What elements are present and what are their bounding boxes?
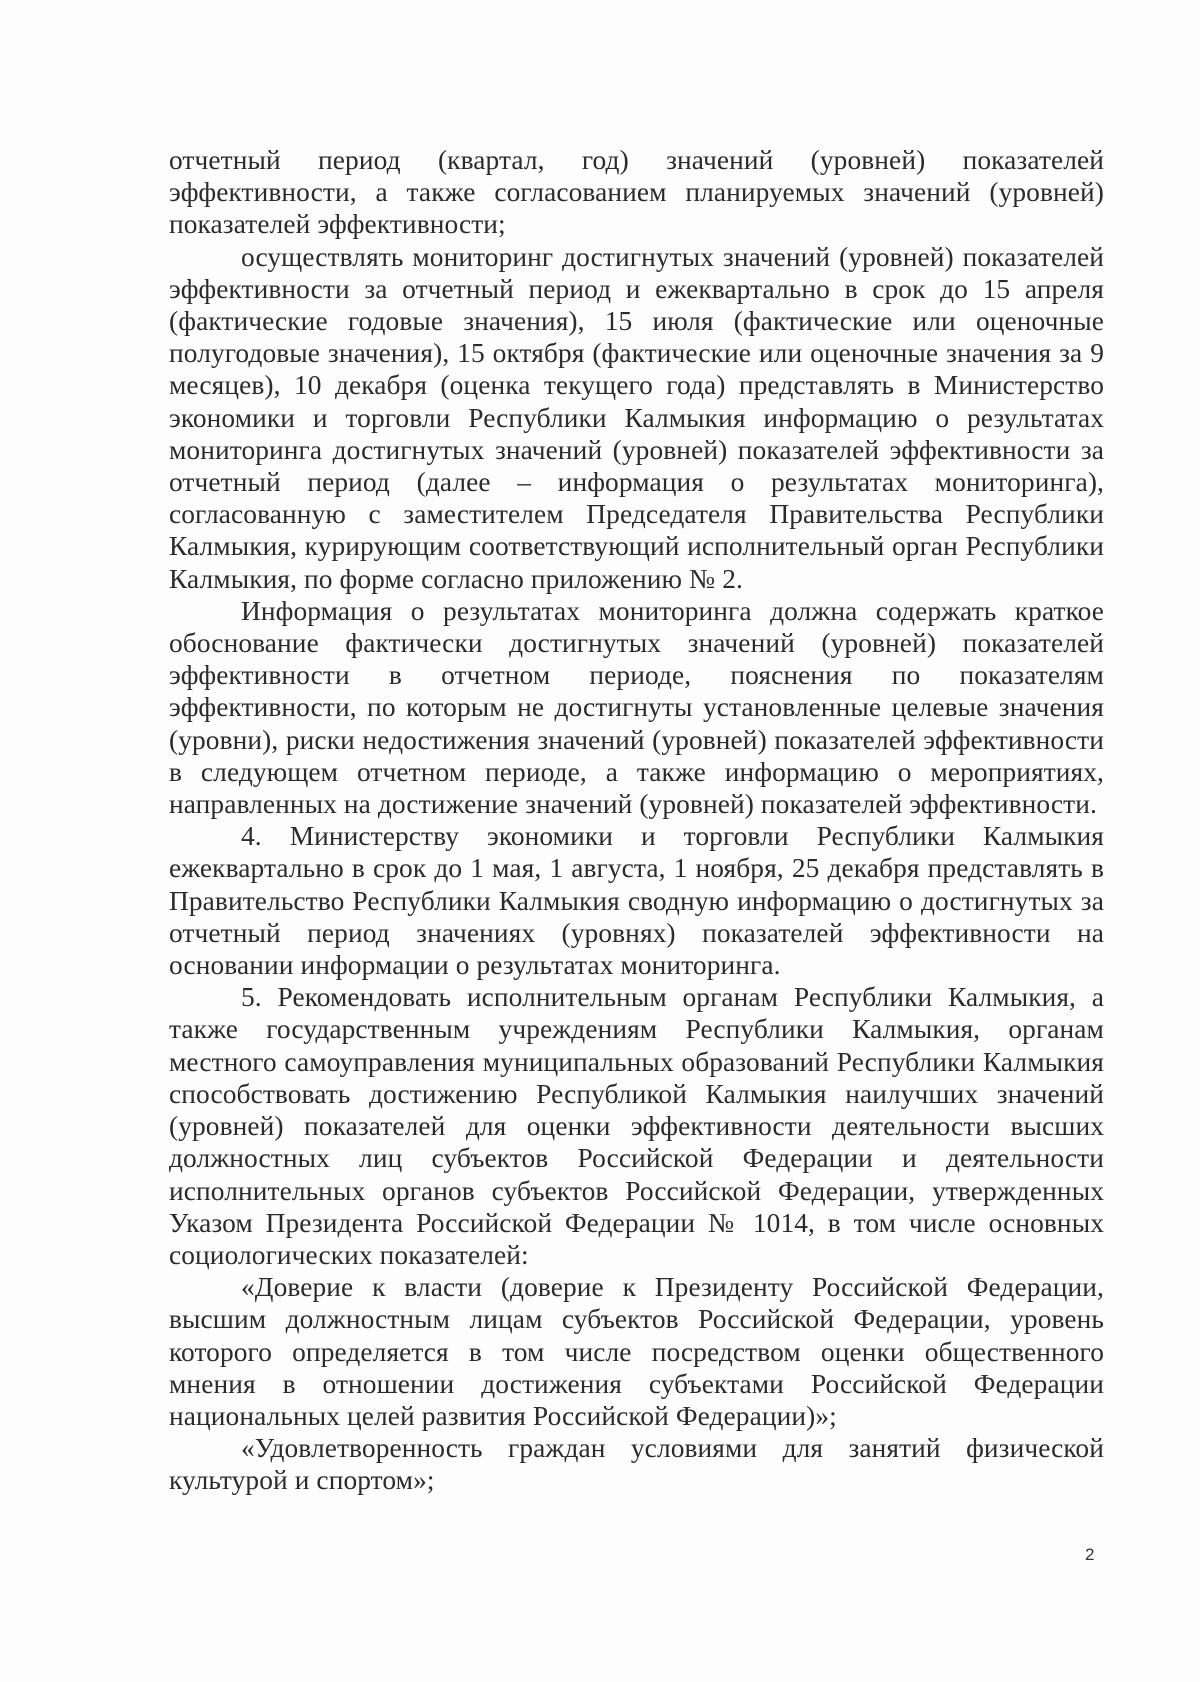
paragraph-indicator-sport: «Удовлетворенность граждан условиями для занятий физической культурой и спортом»;	[169, 1433, 1104, 1496]
paragraph-monitoring: осуществлять мониторинг достигнутых значений (уровней) показателей эффективности за отчетный период и ежеквартально в срок до 15 апреля (фактические годовые значения), 15 июля (фактические или оценочные полугодовые значения), 15 октября (фактические или оценочные значения за 9 месяцев), 10 декабря (оценка текущего года) представлять в Министерство экономики и торговли Республики Калмыкия информацию о результатах мониторинга достигнутых значений (уровней) показателей эффективности за отчетный период (далее – информация о результатах мониторинга), согласованную с заместителем Председателя Правительства Республики Калмыкия, курирующим соответствующий исполнительный орган Республики Калмыкия, по форме согласно приложению № 2.	[169, 241, 1104, 594]
paragraph-item-4: 4. Министерству экономики и торговли Республики Калмыкия ежеквартально в срок до 1 мая, 1 августа, 1 ноября, 25 декабря представлять в Правительство Республики Калмыкия сводную информацию о достигнутых за отчетный период значениях (уровнях) показателей эффективности на основании информации о результатах мониторинга.	[169, 821, 1104, 981]
paragraph-monitoring-content: Информация о результатах мониторинга должна содержать краткое обоснование фактически достигнутых значений (уровней) показателей эффективности в отчетном периоде, пояснения по показателям эффективности, по которым не достигнуты установленные целевые значения (уровни), риски недостижения значений (уровней) показателей эффективности в следующем отчетном периоде, а также информацию о мероприятиях, направленных на достижение значений (уровней) показателей эффективности.	[169, 595, 1104, 820]
page-number: 2	[1085, 1545, 1095, 1564]
paragraph-item-5: 5. Рекомендовать исполнительным органам Республики Калмыкия, а также государственным учреждениям Республики Калмыкия, органам местного самоуправления муниципальных образований Республики Калмыкия способствовать достижению Республикой Калмыкия наилучших значений (уровней) показателей для оценки эффективности деятельности высших должностных лиц субъектов Российской Федерации и деятельности исполнительных органов субъектов Российской Федерации, утвержденных Указом Президента Российской Федерации № 1014, в том числе основных социологических показателей:	[169, 982, 1104, 1270]
paragraph-continuation: отчетный период (квартал, год) значений (уровней) показателей эффективности, а также согласованием планируемых значений (уровней) показателей эффективности;	[169, 145, 1104, 240]
document-body	[169, 144, 1104, 1497]
paragraph-indicator-trust: «Доверие к власти (доверие к Президенту Российской Федерации, высшим должностным лицам субъектов Российской Федерации, уровень которого определяется в том числе посредством оценки общественного мнения в отношении достижения субъектами Российской Федерации национальных целей развития Российской Федерации)»;	[169, 1272, 1104, 1431]
